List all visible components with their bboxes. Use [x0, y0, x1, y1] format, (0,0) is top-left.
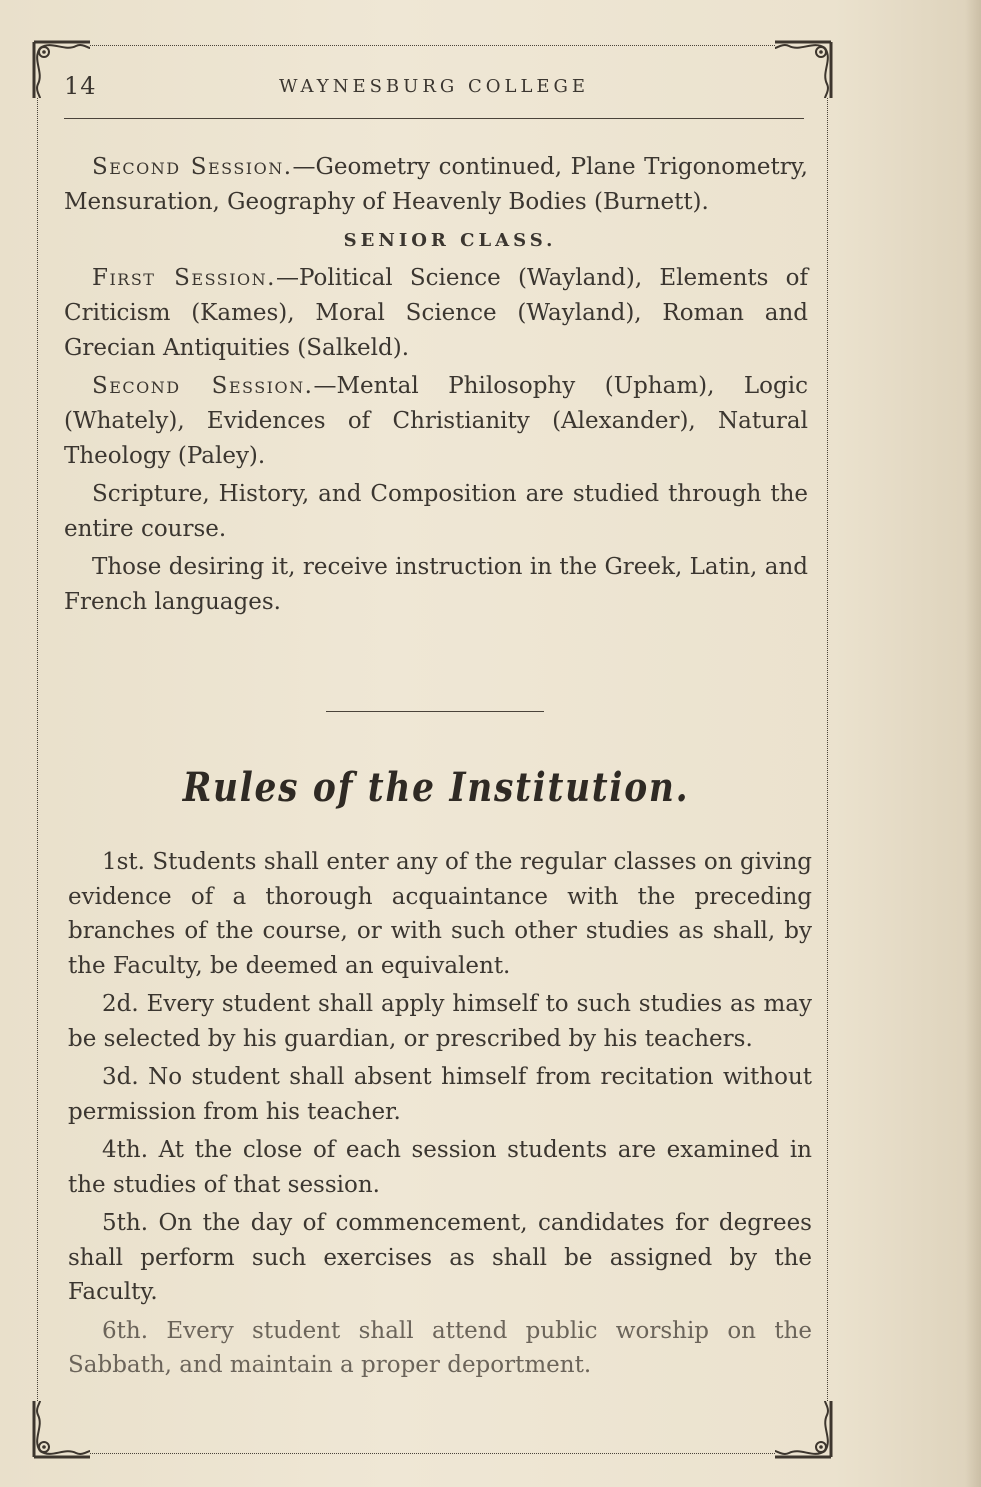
curriculum-text: [64, 150, 808, 623]
session-label: Second Session.: [92, 373, 314, 399]
rule-item: 5th. On the day of commencement, candidates for degrees shall perform such exercises as shall be assigned by the Faculty.: [68, 1210, 812, 1305]
running-head: WAYNESBURG COLLEGE: [278, 76, 590, 97]
rules-title: Rules of the Institution.: [182, 764, 690, 811]
session-label: First Session.: [92, 265, 276, 291]
border-top: [90, 45, 775, 46]
rule-item: 3d. No student shall absent himself from recitation without permission from his teacher.: [68, 1064, 812, 1125]
session-text: —Geometry continued, Plane Trigonometry, Mensuration, Geography of Heavenly Bodies (Burnett).: [64, 154, 808, 215]
senior-second-session-paragraph: [64, 369, 808, 474]
senior-class-heading: SENIOR CLASS.: [343, 230, 557, 251]
border-left: [37, 98, 38, 1401]
page-number: 14: [64, 72, 97, 100]
rule-item: 4th. At the close of each session students are examined in the studies of that session.: [68, 1137, 812, 1198]
page-header: [64, 72, 804, 102]
header-rule: [64, 118, 804, 119]
session-label: Second Session.: [92, 154, 293, 180]
corner-ornament-icon: [771, 1397, 835, 1461]
border-right: [827, 98, 828, 1401]
page-edge-shadow: [965, 0, 981, 1487]
rule-item: 1st. Students shall enter any of the regular classes on giving evidence of a thorough acquaintance with the preceding branches of the course, or with such other studies as shall, by the Faculty, be deemed an equivalent.: [68, 849, 812, 979]
junior-second-session-paragraph: [64, 150, 808, 220]
rule-item: 6th. Every student shall attend public worship on the Sabbath, and maintain a proper deportment.: [68, 1317, 812, 1378]
rules-list: [68, 845, 812, 1387]
rule-item: 2d. Every student shall apply himself to such studies as may be selected by his guardian, or prescribed by his teachers.: [68, 991, 812, 1052]
session-text: —Mental Philosophy (Upham), Logic (Whately), Evidences of Christianity (Alexander), Natural Theology (Paley).: [64, 373, 808, 469]
scripture-note: Scripture, History, and Composition are studied through the entire course.: [64, 481, 808, 542]
border-bottom: [90, 1453, 775, 1454]
corner-ornament-icon: [30, 1397, 94, 1461]
section-separator: [326, 711, 544, 712]
session-text: —Political Science (Wayland), Elements of Criticism (Kames), Moral Science (Wayland), Roman and Grecian Antiquities (Salkeld).: [64, 265, 808, 361]
senior-first-session-paragraph: [64, 261, 808, 366]
languages-note: Those desiring it, receive instruction in the Greek, Latin, and French languages.: [64, 554, 808, 615]
